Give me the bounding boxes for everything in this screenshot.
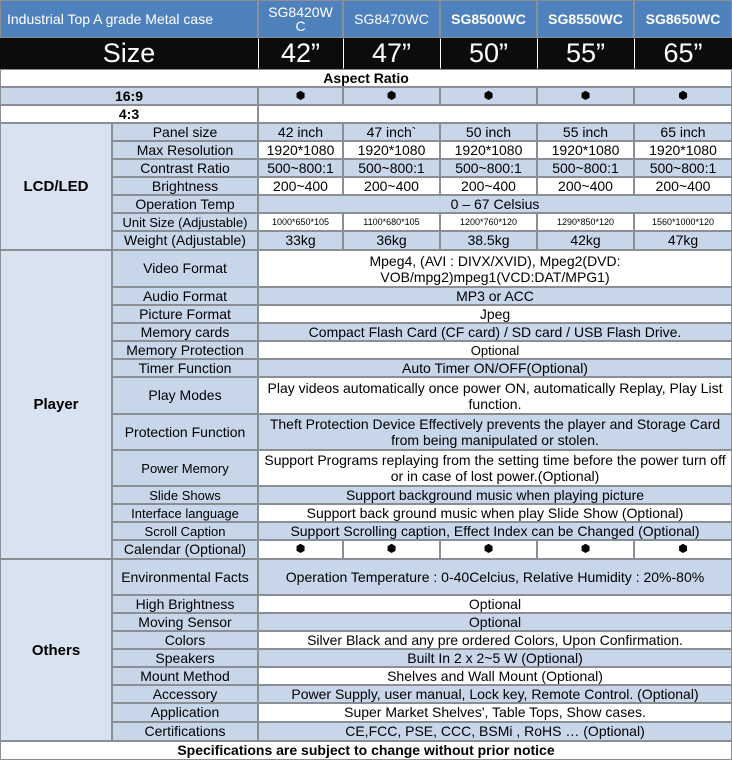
row-label: Calendar (Optional) xyxy=(112,540,258,559)
cell-value: 1920*1080 xyxy=(258,141,343,159)
cell-value: Theft Protection Device Effectively prevents the player and Storage Card from being manipulated or stolen. xyxy=(258,414,732,450)
dot-icon: ⬢ xyxy=(537,87,634,105)
model-header: SG8650WC xyxy=(634,0,732,38)
cell-value: 36kg xyxy=(343,231,440,250)
row-label: Speakers xyxy=(112,649,258,667)
size-label: Size xyxy=(0,38,258,69)
cell-value: 42 inch xyxy=(258,123,343,141)
cell-value: Optional xyxy=(258,613,732,631)
row-label: Max Resolution xyxy=(112,141,258,159)
cell-value: 1200*760*120 xyxy=(440,213,537,231)
model-header: SG8500WC xyxy=(440,0,537,38)
cell-value: Play videos automatically once power ON, automatically Replay, Play List function. xyxy=(258,377,732,414)
group-lcd-led: LCD/LED xyxy=(0,123,112,250)
cell-value: Support back ground music when play Slide Show (Optional) xyxy=(258,504,732,522)
row-label: Weight (Adjustable) xyxy=(112,231,258,250)
row-label: Accessory xyxy=(112,685,258,703)
row-label: Slide Shows xyxy=(112,486,258,504)
aspect-16-9-label: 16:9 xyxy=(0,87,258,105)
cell-value: 200~400 xyxy=(258,177,343,195)
size-value: 50” xyxy=(440,38,537,69)
cell-value: Support Scrolling caption, Effect Index can be Changed (Optional) xyxy=(258,522,732,540)
cell-value: 200~400 xyxy=(634,177,732,195)
cell-value: Jpeg xyxy=(258,305,732,323)
cell-value: CE,FCC, PSE, CCC, BSMi , RoHS … (Optional) xyxy=(258,722,732,741)
cell-value: Support background music when playing picture xyxy=(258,486,732,504)
row-label: Video Format xyxy=(112,250,258,287)
row-label: Moving Sensor xyxy=(112,613,258,631)
size-value: 47” xyxy=(343,38,440,69)
cell-value: Auto Timer ON/OFF(Optional) xyxy=(258,359,732,377)
cell-value: 500~800:1 xyxy=(634,159,732,177)
cell-value: 33kg xyxy=(258,231,343,250)
size-value: 42” xyxy=(258,38,343,69)
dot-icon: ⬢ xyxy=(440,87,537,105)
cell-value: 65 inch xyxy=(634,123,732,141)
row-label: Panel size xyxy=(112,123,258,141)
row-label: Unit Size (Adjustable) xyxy=(112,213,258,231)
group-player: Player xyxy=(0,250,112,559)
row-label: Contrast Ratio xyxy=(112,159,258,177)
row-label: Certifications xyxy=(112,722,258,741)
cell-value: 500~800:1 xyxy=(343,159,440,177)
dot-icon: ⬢ xyxy=(537,540,634,559)
aspect-ratio-header: Aspect Ratio xyxy=(0,69,732,87)
cell-value: 1000*650*105 xyxy=(258,213,343,231)
row-label: Interface language xyxy=(112,504,258,522)
cell-value: Optional xyxy=(258,595,732,613)
model-header: SG8550WC xyxy=(537,0,634,38)
cell-value: MP3 or ACC xyxy=(258,287,732,305)
dot-icon: ⬢ xyxy=(258,87,343,105)
cell-value: Compact Flash Card (CF card) / SD card / USB Flash Drive. xyxy=(258,323,732,341)
cell-value: 200~400 xyxy=(537,177,634,195)
dot-icon: ⬢ xyxy=(634,540,732,559)
group-others: Others xyxy=(0,559,112,741)
cell-value: 1290*850*120 xyxy=(537,213,634,231)
row-label: Scroll Caption xyxy=(112,522,258,540)
cell-value: 50 inch xyxy=(440,123,537,141)
row-label: Picture Format xyxy=(112,305,258,323)
cell-value: Support Programs replaying from the setting time before the power turn off or in case of lost power.(Optional) xyxy=(258,450,732,486)
cell-value: Super Market Shelves', Table Tops, Show cases. xyxy=(258,703,732,722)
dot-icon: ⬢ xyxy=(343,87,440,105)
cell-value: Optional xyxy=(258,341,732,359)
row-label: Memory Protection xyxy=(112,341,258,359)
row-label: Audio Format xyxy=(112,287,258,305)
row-label: Mount Method xyxy=(112,667,258,685)
cell-value: 500~800:1 xyxy=(258,159,343,177)
cell-value: 1560*1000*120 xyxy=(634,213,732,231)
cell-value: 1100*680*105 xyxy=(343,213,440,231)
row-label: Brightness xyxy=(112,177,258,195)
size-value: 65” xyxy=(634,38,732,69)
cell-value: Operation Temperature : 0-40Celcius, Relative Humidity : 20%-80% xyxy=(258,559,732,595)
cell-value: 0 – 67 Celsius xyxy=(258,195,732,213)
cell-value: 38.5kg xyxy=(440,231,537,250)
cell-value: 47 inch` xyxy=(343,123,440,141)
cell-value: 47kg xyxy=(634,231,732,250)
model-header: SG8420W C xyxy=(258,0,343,38)
row-label: Timer Function xyxy=(112,359,258,377)
row-label: Power Memory xyxy=(112,450,258,486)
row-label: Play Modes xyxy=(112,377,258,414)
cell-value: 42kg xyxy=(537,231,634,250)
cell-value: 200~400 xyxy=(440,177,537,195)
cell-value: Power Supply, user manual, Lock key, Remote Control. (Optional) xyxy=(258,685,732,703)
aspect-4-3-value xyxy=(258,105,732,123)
model-header: SG8470WC xyxy=(343,0,440,38)
row-label: Application xyxy=(112,703,258,722)
dot-icon: ⬢ xyxy=(343,540,440,559)
cell-value: 500~800:1 xyxy=(440,159,537,177)
size-value: 55” xyxy=(537,38,634,69)
cell-value: 1920*1080 xyxy=(537,141,634,159)
sheet-title: Industrial Top A grade Metal case xyxy=(0,0,258,38)
row-label: High Brightness xyxy=(112,595,258,613)
footer-note: Specifications are subject to change without prior notice xyxy=(0,741,732,760)
row-label: Protection Function xyxy=(112,414,258,450)
cell-value: 55 inch xyxy=(537,123,634,141)
cell-value: Mpeg4, (AVI : DIVX/XVID), Mpeg2(DVD: VOB/mpg2)mpeg1(VCD:DAT/MPG1) xyxy=(258,250,732,287)
cell-value: 200~400 xyxy=(343,177,440,195)
cell-value: 1920*1080 xyxy=(634,141,732,159)
cell-value: Silver Black and any pre ordered Colors, Upon Confirmation. xyxy=(258,631,732,649)
dot-icon: ⬢ xyxy=(634,87,732,105)
row-label: Operation Temp xyxy=(112,195,258,213)
cell-value: 1920*1080 xyxy=(440,141,537,159)
cell-value: 500~800:1 xyxy=(537,159,634,177)
aspect-4-3-label: 4:3 xyxy=(0,105,258,123)
cell-value: Shelves and Wall Mount (Optional) xyxy=(258,667,732,685)
dot-icon: ⬢ xyxy=(440,540,537,559)
cell-value: Built In 2 x 2~5 W (Optional) xyxy=(258,649,732,667)
row-label: Environmental Facts xyxy=(112,559,258,595)
cell-value: 1920*1080 xyxy=(343,141,440,159)
dot-icon: ⬢ xyxy=(258,540,343,559)
row-label: Colors xyxy=(112,631,258,649)
row-label: Memory cards xyxy=(112,323,258,341)
